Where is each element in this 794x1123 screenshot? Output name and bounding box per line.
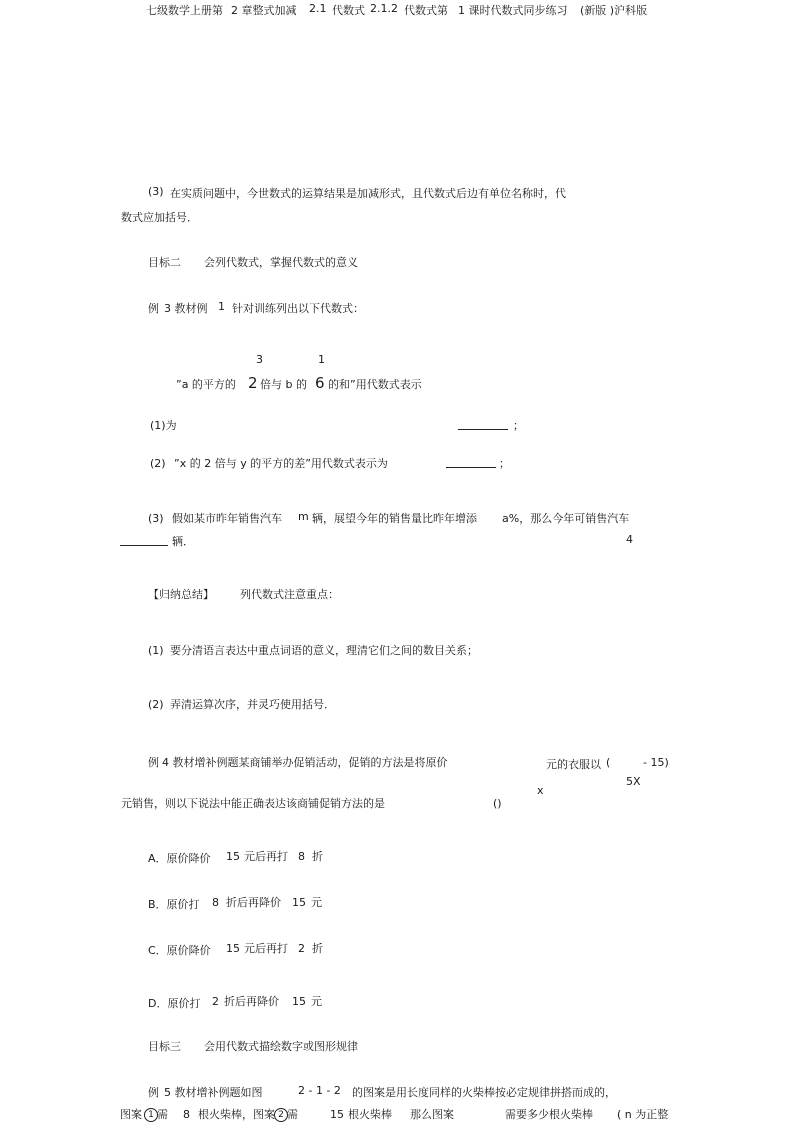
summary-point: 要分清语言表达中重点词语的意义，理清它们之间的数目关系；	[170, 644, 478, 657]
example-text: 需要多少根火柴棒	[505, 1108, 593, 1121]
choice-number: 15	[226, 942, 240, 955]
summary-label: 【归纳总结】	[148, 588, 214, 601]
example-text: - 15)	[643, 756, 669, 769]
header-part: 代数式第	[404, 4, 448, 17]
example-text: 根火柴棒	[348, 1108, 392, 1121]
question-text: 辆．	[172, 535, 194, 548]
example-text: 3 教材例	[164, 302, 208, 315]
question-number: (3)	[148, 512, 164, 525]
goal-label: 目标三	[148, 1040, 181, 1053]
circled-number: 1	[144, 1108, 158, 1122]
example-text: ( n 为正整	[617, 1108, 669, 1121]
choice-number: 8	[212, 896, 219, 909]
question-text: 倍与 b 的	[260, 378, 307, 391]
choice-text: 折后再降价	[226, 896, 281, 909]
question-text: m	[298, 510, 309, 523]
example-text: 图案	[120, 1108, 142, 1121]
fraction-denominator: 6	[315, 374, 325, 392]
header-part: 2 章整式加减	[231, 4, 297, 17]
header-part: (新版 )沪科版	[580, 4, 648, 17]
example-text: 的图案是用长度同样的火柴棒按必定规律拼搭而成的，	[352, 1086, 616, 1099]
header-part: 2.1	[309, 2, 327, 15]
example-number: 8	[183, 1108, 190, 1121]
choice-number: 15	[292, 995, 306, 1008]
question-text: ”x 的 2 倍与 y 的平方的差”用代数式表示为	[174, 457, 388, 470]
choice-text: 元	[311, 896, 322, 909]
summary-number: (1)	[148, 644, 164, 657]
fraction-denominator: 2	[248, 374, 258, 392]
summary-point: 弄清运算次序，并灵巧使用括号．	[170, 698, 335, 711]
choice-label: D．原价打	[148, 997, 201, 1010]
choice-label: C．原价降价	[148, 944, 211, 957]
answer-blank[interactable]	[120, 533, 168, 546]
choice-text: 折	[312, 942, 323, 955]
header-part: 1 课时代数式同步练习	[458, 4, 568, 17]
question-number: (2)	[150, 457, 166, 470]
question-text: ”a 的平方的	[176, 378, 236, 391]
question-text: 的和”用代数式表示	[328, 378, 422, 391]
note-line: 在实质问题中，今世数式的运算结果是加减形式，且代数式后边有单位名称时，代	[170, 187, 566, 200]
question-label: (1)为	[150, 419, 177, 432]
goal-text: 会用代数式描绘数字或图形规律	[204, 1040, 358, 1053]
goal-label: 目标二	[148, 256, 181, 269]
choice-label: A．原价降价	[148, 852, 211, 865]
example-text: 那么图案	[410, 1108, 454, 1121]
answer-blank[interactable]	[458, 417, 508, 430]
header-part: 七级数学上册第	[146, 4, 223, 17]
choice-text: 折后再降价	[224, 995, 279, 1008]
example-text: 需	[157, 1108, 168, 1121]
choice-number: 8	[298, 850, 305, 863]
summary-number: (2)	[148, 698, 164, 711]
header-part: 2.1.2	[370, 2, 398, 15]
example-text: 5 教材增补例题如图	[164, 1086, 263, 1099]
example-text: 1	[218, 300, 225, 313]
example-label: 例	[148, 302, 159, 315]
choice-number: 15	[226, 850, 240, 863]
example-text: 元销售，则以下说法中能正确表达该商铺促销方法的是	[121, 797, 385, 810]
example-text: 元的衣服以	[546, 758, 601, 771]
question-text: a%，那么今年可销售汽车	[502, 512, 630, 525]
fraction-term: 5X	[626, 775, 641, 788]
summary-title: 列代数式注意重点：	[240, 588, 339, 601]
fraction-numerator: 1	[318, 353, 325, 366]
choice-number: 2	[212, 995, 219, 1008]
example-label: 例	[148, 1086, 159, 1099]
note-line: 数式应加括号．	[121, 211, 198, 224]
example-label: 例	[148, 756, 159, 769]
choice-label: B．原价打	[148, 898, 200, 911]
choice-text: 元后再打	[244, 942, 288, 955]
example-text: 4 教材增补例题某商铺举办促销活动，促销的方法是将原价	[162, 756, 448, 769]
choice-number: 2	[298, 942, 305, 955]
choice-text: 折	[312, 850, 323, 863]
question-text: 假如某市昨年销售汽车	[172, 512, 282, 525]
circled-number: 2	[274, 1108, 288, 1122]
example-text: 针对训练列出以下代数式：	[232, 302, 364, 315]
example-number: 15	[330, 1108, 344, 1121]
question-text: 辆，展望今年的销售量比昨年增添	[312, 512, 477, 525]
fraction-term: x	[537, 784, 544, 797]
punctuation: ；	[513, 419, 524, 432]
answer-blank[interactable]	[446, 455, 496, 468]
note-number: (3)	[148, 185, 164, 198]
fraction-numerator: 3	[256, 353, 263, 366]
example-text: 需	[287, 1108, 298, 1121]
page-mark: 4	[626, 533, 633, 546]
header-part: 代数式	[332, 4, 365, 17]
figure-reference: 2 - 1 - 2	[298, 1084, 341, 1097]
example-text: (	[606, 756, 611, 769]
choice-number: 15	[292, 896, 306, 909]
example-text: 根火柴棒，图案	[198, 1108, 275, 1121]
punctuation: ；	[499, 457, 510, 470]
goal-text: 会列代数式，掌握代数式的意义	[204, 256, 358, 269]
choice-text: 元后再打	[244, 850, 288, 863]
answer-parentheses: ()	[493, 797, 502, 810]
choice-text: 元	[311, 995, 322, 1008]
